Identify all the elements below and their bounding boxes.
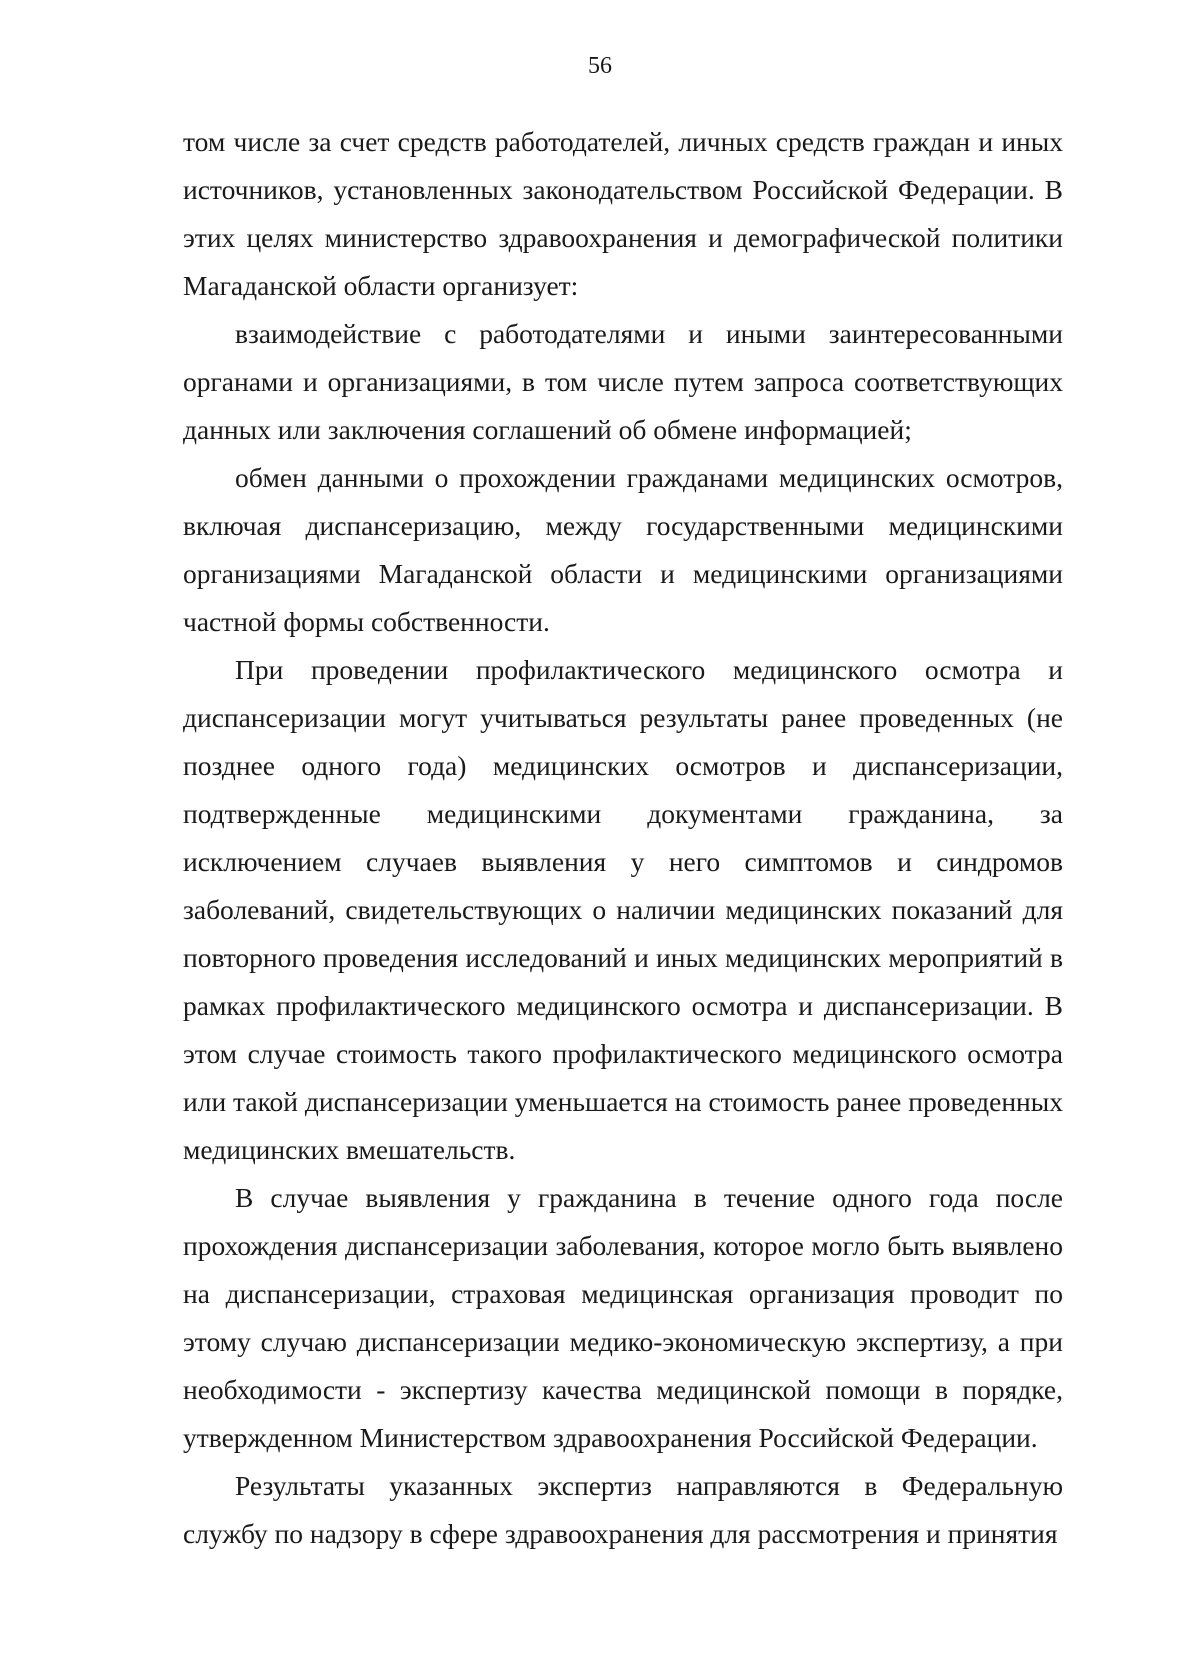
- paragraph-expertise-results: Результаты указанных экспертиз направляются в Федеральную службу по надзору в сфере здравоохранения для рассмотрения и принятия: [183, 1470, 1063, 1549]
- paragraph-continuation: том числе за счет средств работодателей, личных средств граждан и иных источников, установленных законодательством Российской Федерации. В этих целях министерство здравоохранения и демографической политики Магаданской области организует:: [183, 126, 1063, 301]
- paragraph-previous-results: При проведении профилактического медицинского осмотра и диспансеризации могут учитываться результаты ранее проведенных (не позднее одного года) медицинских осмотров и диспансеризации, подтвержденные медицинскими документами гражданина, за исключением случаев выявления у него симптомов и синдромов заболеваний, свидетельствующих о наличии медицинских показаний для повторного проведения исследований и иных медицинских мероприятий в рамках профилактического медицинского осмотра и диспансеризации. В этом случае стоимость такого профилактического медицинского осмотра или такой диспансеризации уменьшается на стоимость ранее проведенных медицинских вмешательств.: [183, 654, 1063, 1165]
- paragraph-cooperation-employers: взаимодействие с работодателями и иными заинтересованными органами и организациями, в том числе путем запроса соответствующих данных или заключения соглашений об обмене информацией;: [183, 318, 1063, 445]
- page-number: 56: [588, 53, 612, 79]
- paragraph-data-exchange: обмен данными о прохождении гражданами медицинских осмотров, включая диспансеризацию, между государственными медицинскими организациями Магаданской области и медицинскими организациями частной формы собственности.: [183, 462, 1063, 637]
- document-body: [183, 118, 1063, 1558]
- paragraph-expertise: В случае выявления у гражданина в течение одного года после прохождения диспансеризации заболевания, которое могло быть выявлено на диспансеризации, страховая медицинская организация проводит по этому случаю диспансеризации медико-экономическую экспертизу, а при необходимости - экспертизу качества медицинской помощи в порядке, утвержденном Министерством здравоохранения Российской Федерации.: [183, 1182, 1063, 1453]
